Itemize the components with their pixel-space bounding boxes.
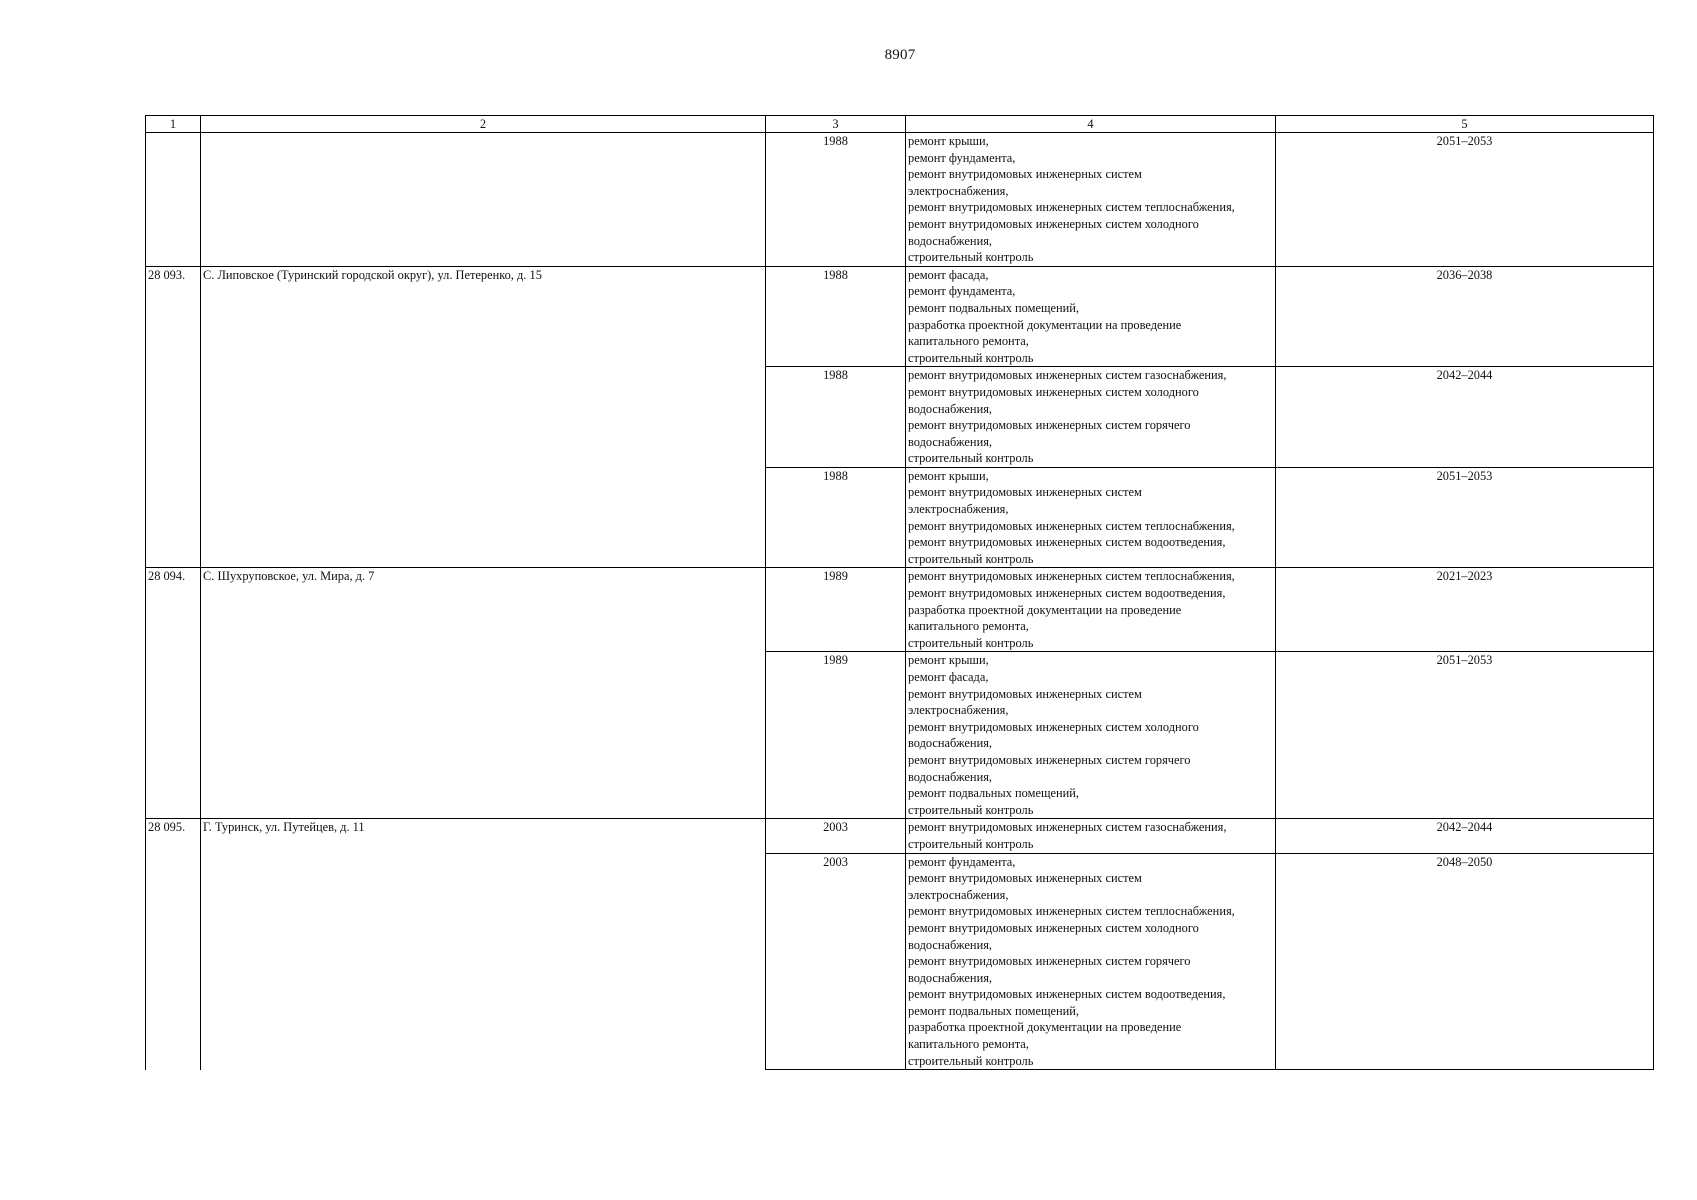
row-number <box>146 367 201 468</box>
row-number <box>146 652 201 819</box>
row-works: ремонт крыши, ремонт внутридомовых инженерных систем электроснабжения, ремонт внутридомовых инженерных систем теплоснабжения, ремонт внутридомовых инженерных систем водоотведения, строительный контроль <box>906 467 1276 568</box>
row-address <box>201 367 766 468</box>
row-works: ремонт крыши, ремонт фундамента, ремонт внутридомовых инженерных систем электроснабжения, ремонт внутридомовых инженерных систем теплоснабжения, ремонт внутридомовых инженерных систем холодного водоснабжения, строительный контроль <box>906 133 1276 267</box>
row-year: 1989 <box>766 568 906 652</box>
row-address: Г. Туринск, ул. Путейцев, д. 11 <box>201 819 766 853</box>
row-number <box>146 467 201 568</box>
row-period: 2051–2053 <box>1276 652 1654 819</box>
row-address: С. Шухруповское, ул. Мира, д. 7 <box>201 568 766 652</box>
row-period: 2042–2044 <box>1276 367 1654 468</box>
header-col-3: 3 <box>766 116 906 133</box>
row-works: ремонт крыши, ремонт фасада, ремонт внутридомовых инженерных систем электроснабжения, ремонт внутридомовых инженерных систем холодного водоснабжения, ремонт внутридомовых инженерных систем горячего водоснабжения, ремонт подвальных помещений, строительный контроль <box>906 652 1276 819</box>
row-period: 2036–2038 <box>1276 266 1654 367</box>
row-address <box>201 853 766 1070</box>
row-number <box>146 133 201 267</box>
row-number: 28 095. <box>146 819 201 853</box>
row-year: 1988 <box>766 133 906 267</box>
table-row <box>146 266 1654 367</box>
row-year: 1989 <box>766 652 906 819</box>
row-address: С. Липовское (Туринский городской округ), ул. Петеренко, д. 15 <box>201 266 766 367</box>
row-period: 2042–2044 <box>1276 819 1654 853</box>
table-header-row <box>146 116 1654 133</box>
table-row <box>146 652 1654 819</box>
row-period: 2021–2023 <box>1276 568 1654 652</box>
row-year: 1988 <box>766 367 906 468</box>
table-row <box>146 367 1654 468</box>
table-row <box>146 853 1654 1070</box>
header-col-2: 2 <box>201 116 766 133</box>
header-col-1: 1 <box>146 116 201 133</box>
header-col-4: 4 <box>906 116 1276 133</box>
row-year: 2003 <box>766 819 906 853</box>
table-row <box>146 467 1654 568</box>
capital-repair-table <box>145 115 1654 1070</box>
row-address <box>201 133 766 267</box>
table-row <box>146 133 1654 267</box>
row-period: 2051–2053 <box>1276 467 1654 568</box>
row-year: 1988 <box>766 467 906 568</box>
row-works: ремонт фасада, ремонт фундамента, ремонт подвальных помещений, разработка проектной документации на проведение капитального ремонта, строительный контроль <box>906 266 1276 367</box>
header-col-5: 5 <box>1276 116 1654 133</box>
row-period: 2051–2053 <box>1276 133 1654 267</box>
row-address <box>201 652 766 819</box>
row-works: ремонт внутридомовых инженерных систем газоснабжения, строительный контроль <box>906 819 1276 853</box>
row-year: 1988 <box>766 266 906 367</box>
row-year: 2003 <box>766 853 906 1070</box>
row-works: ремонт фундамента, ремонт внутридомовых инженерных систем электроснабжения, ремонт внутридомовых инженерных систем теплоснабжения, ремонт внутридомовых инженерных систем холодного водоснабжения, ремонт внутридомовых инженерных систем горячего водоснабжения, ремонт внутридомовых инженерных систем водоотведения, ремонт подвальных помещений, разработка проектной документации на проведение капитального ремонта, строительный контроль <box>906 853 1276 1070</box>
row-number: 28 093. <box>146 266 201 367</box>
row-number: 28 094. <box>146 568 201 652</box>
row-address <box>201 467 766 568</box>
row-works: ремонт внутридомовых инженерных систем газоснабжения, ремонт внутридомовых инженерных систем холодного водоснабжения, ремонт внутридомовых инженерных систем горячего водоснабжения, строительный контроль <box>906 367 1276 468</box>
row-number <box>146 853 201 1070</box>
row-period: 2048–2050 <box>1276 853 1654 1070</box>
table-row <box>146 568 1654 652</box>
row-works: ремонт внутридомовых инженерных систем теплоснабжения, ремонт внутридомовых инженерных систем водоотведения, разработка проектной документации на проведение капитального ремонта, строительный контроль <box>906 568 1276 652</box>
page-number: 8907 <box>884 47 916 63</box>
table-row <box>146 819 1654 853</box>
